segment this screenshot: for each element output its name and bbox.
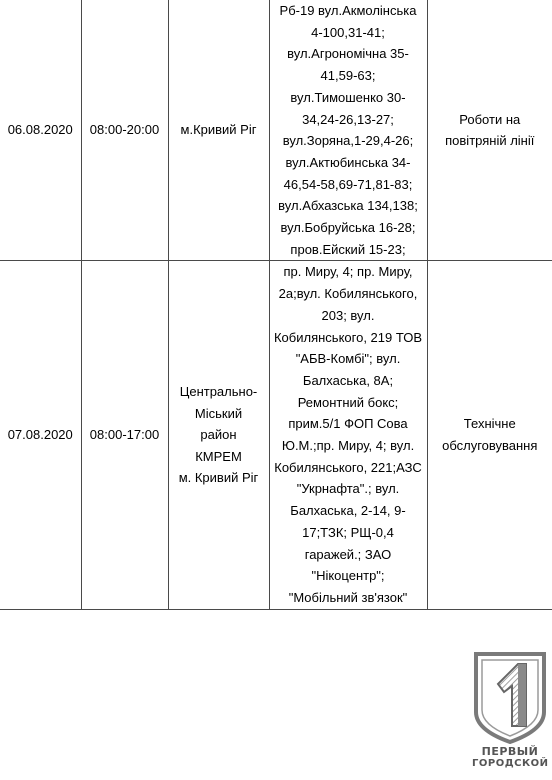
address-line: Ю.М.;пр. Миру, 4; вул. — [281, 438, 415, 454]
work-type-cell — [427, 0, 552, 261]
time-text: 08:00-17:00 — [89, 427, 160, 443]
address-line: 4-100,31-41; — [311, 24, 385, 40]
address-line: 46,54-58,69-71,81-83; — [283, 176, 413, 192]
address-line: вул.Абхазська 134,138; — [278, 198, 418, 214]
first-city-logo-icon — [472, 650, 548, 744]
work-type-cell — [427, 261, 552, 609]
location-line: м.Кривий Ріг — [180, 122, 257, 138]
address-line: 41,59-63; — [320, 68, 376, 84]
address-line: вул.Агрономічна 35- — [287, 46, 409, 62]
address-line: прим.5/1 ФОП Сова — [288, 416, 408, 432]
address-line: вул.Бобруйська 16-28; — [280, 220, 416, 236]
address-line: "АБВ-Комбі"; вул. — [295, 351, 401, 367]
time-cell — [81, 0, 168, 261]
address-line: Кобилянського, 221;АЗС — [274, 459, 422, 475]
first-city-logo — [472, 650, 548, 776]
date-cell — [0, 261, 81, 609]
location-line: м. Кривий Ріг — [178, 470, 259, 486]
work-type-line: обслуговування — [442, 438, 538, 454]
address-line: пров.Ейский 15-23; — [290, 241, 406, 257]
address-line: вул.Зоряна,1-29,4-26; — [282, 133, 414, 149]
date-text: 07.08.2020 — [7, 427, 73, 443]
time-cell — [81, 261, 168, 609]
address-cell — [269, 0, 427, 261]
address-line: "Мобільний зв'язок" — [288, 589, 408, 605]
address-line: 203; вул. — [321, 307, 375, 323]
logo-text-line1: ПЕРВЫЙ — [481, 745, 539, 758]
address-line: Ремонтний бокс; — [297, 394, 399, 410]
location-line: район — [200, 427, 237, 443]
address-line: гаражей.; ЗАО — [304, 546, 392, 562]
address-line: 2а;вул. Кобилянського, — [278, 286, 418, 302]
time-text: 08:00-20:00 — [89, 122, 160, 138]
table-row — [0, 261, 552, 609]
address-line: вул.Актюбинська 34- — [285, 154, 411, 170]
work-type-line: Технічне — [463, 416, 516, 432]
table-row — [0, 0, 552, 261]
address-cell — [269, 261, 427, 609]
work-type-line: повітряній лінії — [445, 133, 535, 149]
date-text: 06.08.2020 — [7, 122, 73, 138]
address-line: Рб-19 вул.Акмолінська — [279, 3, 417, 18]
address-line: Кобилянського, 219 ТОВ — [273, 329, 422, 345]
location-cell — [168, 261, 269, 609]
location-line: Центрально- — [179, 384, 258, 400]
location-line: КМРЕМ — [195, 448, 242, 464]
address-line: вул.Тимошенко 30- — [290, 89, 406, 105]
address-line: пр. Миру, 4; пр. Миру, — [283, 264, 413, 280]
work-type-line: Роботи на — [459, 111, 521, 127]
logo-text-line2: ГОРОДСКОЙ — [472, 758, 549, 769]
address-line: "Нікоцентр"; — [311, 568, 385, 584]
address-line: Балхаська, 8А; — [302, 372, 394, 388]
date-cell — [0, 0, 81, 261]
address-line: 17;ТЗК; РЩ-0,4 — [302, 524, 394, 540]
address-line: Балхаська, 2-14, 9- — [290, 503, 406, 519]
location-cell — [168, 0, 269, 261]
address-line: "Укрнафта".; вул. — [296, 481, 400, 497]
address-line: 34,24-26,13-27; — [302, 111, 394, 127]
location-line: Міський — [194, 405, 243, 421]
